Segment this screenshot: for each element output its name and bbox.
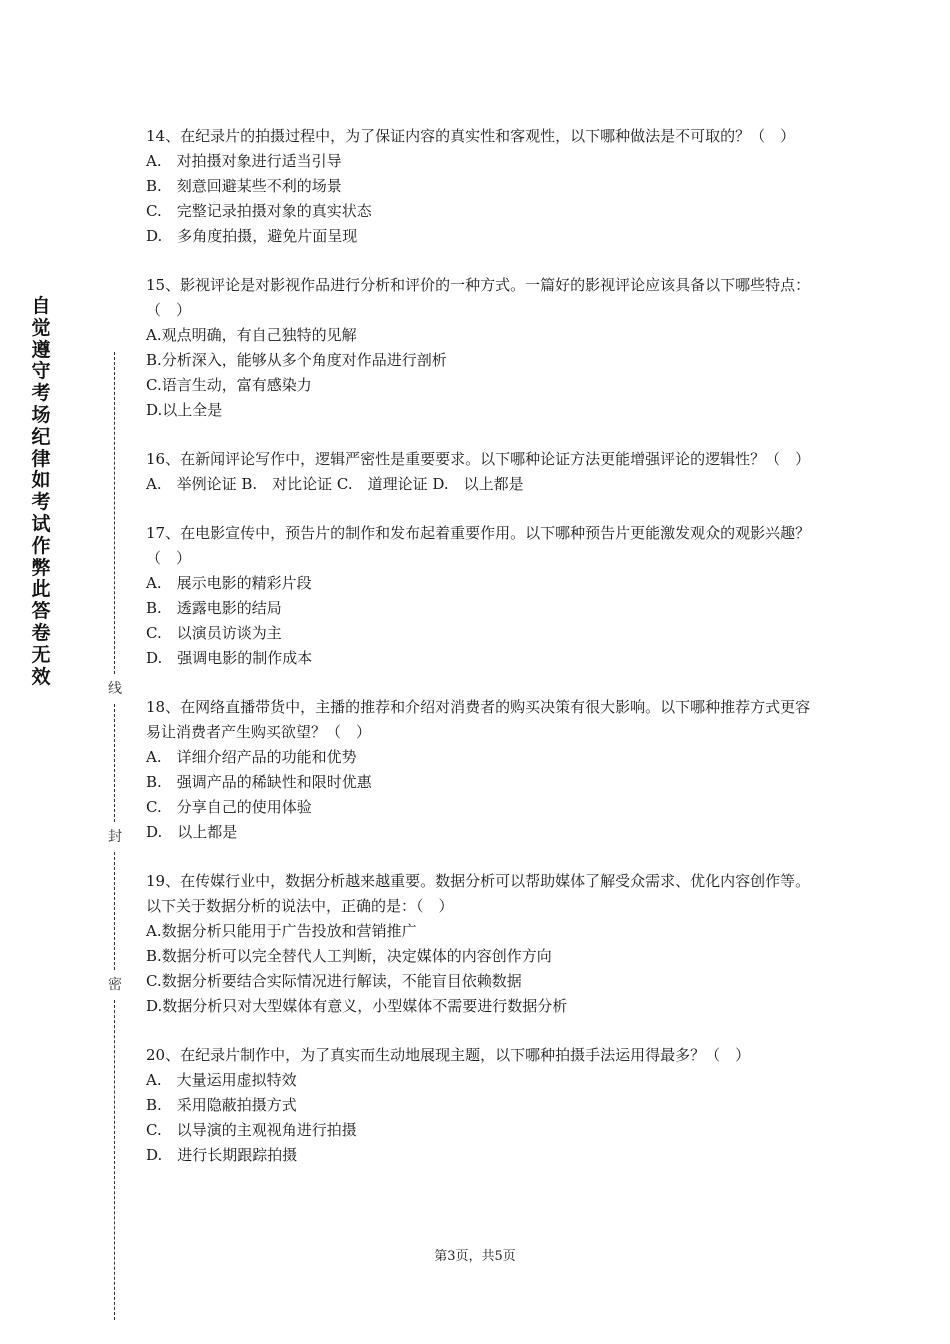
option-c: C. 完整记录拍摄对象的真实状态 [146,202,372,220]
binding-cut-line-top [114,352,115,674]
question-17 [146,521,818,671]
questions-area [146,124,818,1192]
question-stem: 18、在网络直播带货中，主播的推荐和介绍对消费者的购买决策有很大影响。以下哪种推荐方式更容易让消费者产生购买欲望？（ ） [146,698,811,741]
binding-label-line: 线 [104,678,126,700]
question-stem: 20、在纪录片制作中，为了真实而生动地展现主题，以下哪种拍摄手法运用得最多？（ ） [146,1046,751,1064]
question-stem: 19、在传媒行业中，数据分析越来越重要。数据分析可以帮助媒体了解受众需求、优化内容创作等。以下关于数据分析的说法中，正确的是：（ ） [146,872,811,915]
option-b: B. 采用隐蔽拍摄方式 [146,1096,297,1114]
option-c: C. 以导演的主观视角进行拍摄 [146,1121,357,1139]
question-stem: 14、在纪录片的拍摄过程中，为了保证内容的真实性和客观性，以下哪种做法是不可取的？（ ） [146,127,796,145]
question-stem: 15、影视评论是对影视作品进行分析和评价的一种方式。一篇好的影视评论应该具备以下哪些特点：（ ） [146,276,811,319]
option-d: D. 多角度拍摄，避免片面呈现 [146,227,358,245]
option-c: C. 分享自己的使用体验 [146,798,312,816]
option-d: D. 强调电影的制作成本 [146,649,313,667]
option-d: D. 以上都是 [146,823,238,841]
option-a: A. 详细介绍产品的功能和优势 [146,748,357,766]
page-number-footer: 第3页，共5页 [434,1249,516,1264]
question-19 [146,869,818,1019]
option-d: D.数据分析只对大型媒体有意义，小型媒体不需要进行数据分析 [146,997,568,1015]
binding-cut-line-lower [114,852,115,970]
question-stem: 16、在新闻评论写作中，逻辑严密性是重要要求。以下哪种论证方法更能增强评论的逻辑性？（ ） [146,450,811,468]
binding-cut-line-bottom [114,1000,115,1320]
question-16 [146,447,818,497]
binding-cut-line-mid [114,704,115,822]
option-a: A. 对拍摄对象进行适当引导 [146,152,342,170]
option-c: C.数据分析要结合实际情况进行解读，不能盲目依赖数据 [146,972,522,990]
binding-label-secret: 密 [104,974,126,996]
option-b: B. 透露电影的结局 [146,599,282,617]
question-14 [146,124,818,249]
option-b: B. 刻意回避某些不利的场景 [146,177,342,195]
question-stem: 17、在电影宣传中，预告片的制作和发布起着重要作用。以下哪种预告片更能激发观众的观影兴趣？（ ） [146,524,811,567]
option-a: A.数据分析只能用于广告投放和营销推广 [146,922,417,940]
question-18 [146,695,818,845]
option-c: C. 以演员访谈为主 [146,624,282,642]
option-a: A. 大量运用虚拟特效 [146,1071,297,1089]
option-c: C.语言生动，富有感染力 [146,376,312,394]
option-line: A. 举例论证 B. 对比论证 C. 道理论证 D. 以上都是 [146,475,524,493]
question-15 [146,273,818,423]
option-b: B.分析深入，能够从多个角度对作品进行剖析 [146,351,447,369]
question-20 [146,1043,818,1168]
option-a: A. 展示电影的精彩片段 [146,574,312,592]
option-d: D. 进行长期跟踪拍摄 [146,1146,298,1164]
option-b: B. 强调产品的稀缺性和限时优惠 [146,773,372,791]
option-a: A.观点明确，有自己独特的见解 [146,326,357,344]
option-d: D.以上全是 [146,401,223,419]
binding-label-seal: 封 [104,826,126,848]
exam-discipline-notice: 自觉遵守考场纪律如考试作弊此答卷无效 [31,295,51,688]
option-b: B.数据分析可以完全替代人工判断，决定媒体的内容创作方向 [146,947,552,965]
